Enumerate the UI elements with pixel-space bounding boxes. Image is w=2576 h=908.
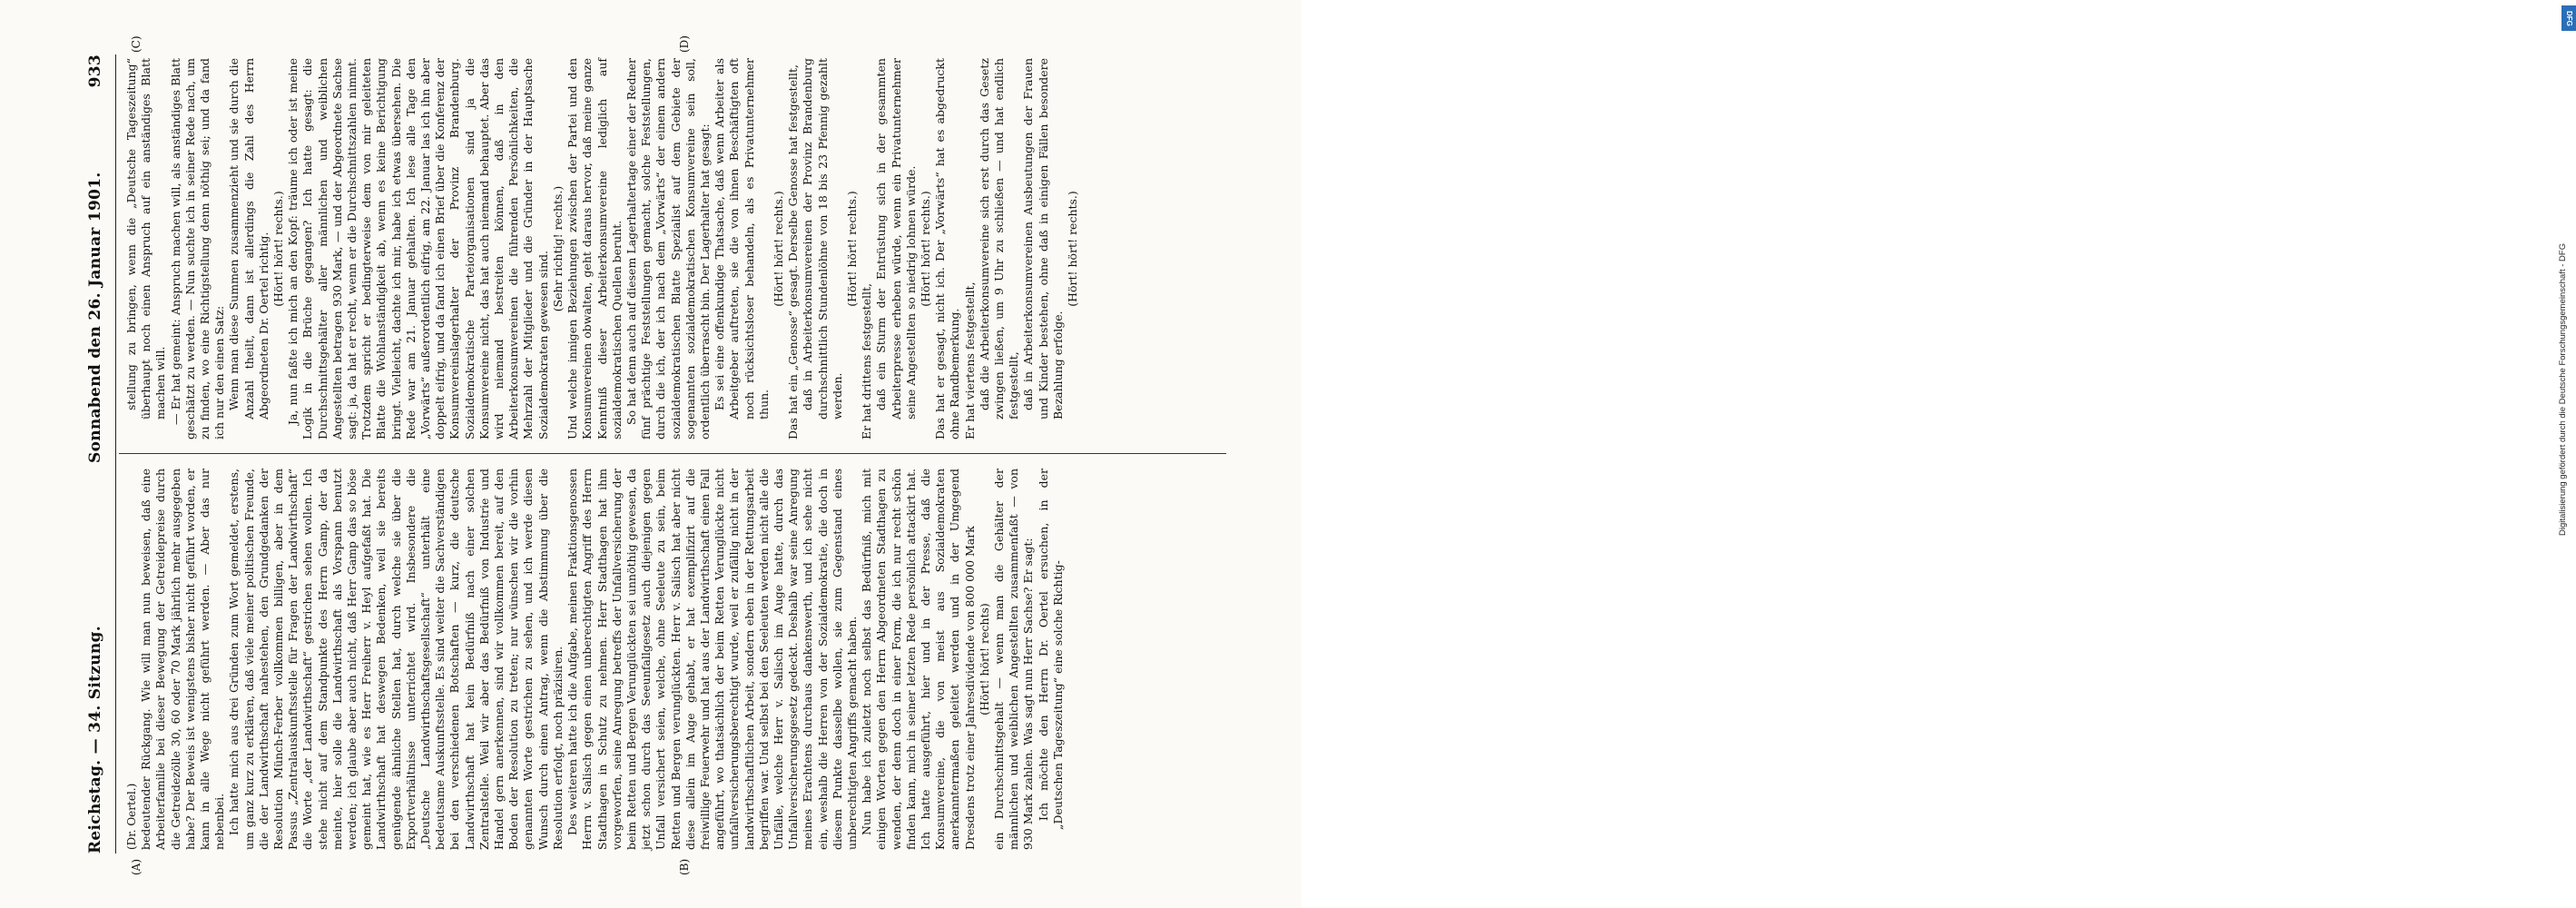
quote: daß in Arbeiterkonsumvereinen Ausbeutungen der Frauen und Kinder bestehen, ohne daß in einigen Fällen besondere Bezahlung erfolge. xyxy=(1021,58,1065,419)
header-rule xyxy=(115,54,116,854)
interjection: (Sehr richtig! rechts.) xyxy=(550,185,565,312)
digitization-credit: Digitalisierung gefördert durch die Deutsche Forschungsgemeinschaft - DFG xyxy=(2558,242,2568,536)
header-date: Sonnabend den 26. Januar 1901. xyxy=(86,172,104,463)
paragraph: Nun habe ich zuletzt noch selbst das Bedürfniß, mich mit einigen Worten gegen den Herrn Abgeordneten Stadthagen zu wenden, der denn doch in einer Form, die ich nur recht schön finden kann, mich in seiner letzten Rede persönlich attackirt hat. Ich hatte ausgeführt, hier und in der Presse, daß die Konsumvereine, die von meist aus Sozialdemokraten anerkanntermaßen geleitet werden und in der Umgegend Dresdens trotz einer Jahresdividende von 800 000 Mark xyxy=(860,469,977,850)
paragraph: Ja, nun faßte ich mich an den Kopf: träume ich oder ist meine Logik in die Brüche gegangen? Ich hatte gesagt: die Durchschnittsgehälter aller männlichen und weiblichen Angestellten betragen 930 Mark, — und der Abgeordnete Sachse sagt: ja, da hat er recht, wenn er die Durchschnittszahlen nimmt. Trotzdem spricht er bedingterweise dem von mir geleiteten Blatte die Wohlanständigkeit ab, wenn es keine Berichtigung bringt. Vielleicht, dachte ich mir, habe ich etwas übersehen. Die Rede war am 21. Januar gehalten. Ich lese alle Tage den „Vorwärts“ außerordentlich eifrig, am 22. Januar las ich ihn aber doppelt eifrig, und da fand ich einen Brief über die Konferenz der Konsumvereinslagerhalter der Provinz Brandenburg. Sozialdemokratische Parteiorganisationen sind ja die Konsumvereine nicht, das hat auch niemand behauptet. Aber das wird niemand bestreiten können, daß in den Arbeiterkonsumvereinen die führenden Persönlichkeiten, die Mehrzahl der Mitglieder und die Gründer in der Hauptsache Sozialdemokraten gewesen sind. xyxy=(286,58,550,439)
paragraph: Er hat viertens festgestellt, xyxy=(962,281,977,439)
interjection: (Hört! hört! rechts.) xyxy=(271,191,286,307)
quote: stellung zu bringen, wenn die „Deutsche Tageszeitung“ überhaupt noch einen Anspruch auf ein anständiges Blatt machen will. xyxy=(124,58,168,419)
margin-marker-a: (A) xyxy=(130,858,143,875)
quote: Wenn man diese Summen zusammenzieht und sie durch die Anzahl theilt, dann ist allerdings die Zahl des Herrn Abgeordneten Dr. Oertel richtig. xyxy=(227,58,270,419)
paragraph: Das hat er gesagt, nicht ich. Der „Vorwärts“ hat es abgedruckt ohne Randbemerkung. xyxy=(933,58,962,439)
speaker-label: (Dr. Oertel.) xyxy=(125,783,138,850)
rotated-newspaper-page xyxy=(43,27,1259,881)
quote: Es sei eine offenkundige Thatsache, daß wenn Arbeiter als Arbeitgeber auftreten, sie die von ihnen Beschäftigten oft noch rücksichtsloser behandeln, als es Privatunternehmer thun. xyxy=(713,58,771,419)
interjection: (Hört! hört! rechts.) xyxy=(918,191,932,307)
paragraph: Des weiteren hatte ich die Aufgabe, meinen Fraktionsgenossen Herrn v. Salisch gegen einen unberechtigten Angriff des Herrn Stadthagen in Schutz zu nehmen. Herr Stadthagen hat ihm vorgeworfen, seine Anregung betreffs der Unfallversicherung der beim Retten und Bergen Verunglückten sei unnöthig gewesen, da jetzt schon durch das Seeunfallgesetz auch diejenigen gegen Unfall versichert seien, welche, ohne Seeleute zu sein, beim Retten und Bergen verunglückten. Herr v. Salisch hat aber nicht diese allein im Auge gehabt, er hat exemplifizirt auf die freiwillige Feuerwehr und hat aus der Landwirthschaft einen Fall angeführt, wo thatsächlich der beim Retten Verunglückte nicht unfallversicherungsberechtigt wurde, weil er zufällig nicht in der landwirthschaftlichen Arbeit, sondern eben in der Rettungsarbeit begriffen war. Und selbst bei den Seeleuten werden nicht alle die Unfälle, welche Herr v. Salisch im Auge hatte, durch das Unfallversicherungsgesetz gedeckt. Deshalb war seine Anregung meines Erachtens durchaus dankenswerth, und ich sehe nicht ein, weshalb die Herren von der Sozialdemokratie, die doch in diesem Punkte dasselbe wollen, sie zum Gegenstand eines unberechtigten Angriffs gemacht haben. xyxy=(565,469,859,850)
margin-marker-b: (B) xyxy=(678,858,691,875)
paragraph: So hat denn auch auf diesem Lagerhaltertage einer der Redner fünf prächtige Feststellungen gemacht, solche Feststellungen, durch die ich, der ich nach dem „Vorwärts“ der einem andern sozialdemokratischen Blatte Spezialist auf dem Gebiete der sogenannten sozialdemokratischen Konsumvereine sein soll, ordentlich überrascht bin. Der Lagerhalter hat gesagt: xyxy=(624,58,712,439)
paragraph: bedeutender Rückgang. Wie will man nun beweisen, daß eine Arbeiterfamilie bei dieser Bewegung der Getreidepreise durch die Getreidezölle 30, 60 oder 70 Mark jährlich mehr ausgegeben habe? Der Beweis ist wenigstens bisher nicht geführt worden, er kann in alle Wege nicht geführt werden. — Aber das nur nebenbei. xyxy=(139,469,227,850)
left-column xyxy=(124,469,1232,850)
interjection: (Hört! hört! rechts.) xyxy=(844,191,859,307)
page-header xyxy=(86,54,112,854)
paragraph: Und welche innigen Beziehungen zwischen der Partei und den Konsumvereinen obwalten, geht daraus hervor, daß meine ganze Kenntniß dieser Arbeiterkonsumvereine lediglich auf sozialdemokratischen Quellen beruht. xyxy=(565,58,624,439)
quote: Ich möchte den Herrn Dr. Oertel ersuchen, in der „Deutschen Tageszeitung“ eine solche Richtig- xyxy=(1036,469,1065,830)
quote: daß die Arbeiterkonsumvereine sich erst durch das Gesetz zwingen ließen, um 9 Uhr zu schließen — und hat endlich festgestellt, xyxy=(977,58,1021,419)
paragraph: — Er hat gemeint: Anspruch machen will, als anständiges Blatt geschätzt zu werden. — Nun suchte ich in seiner Rede nach, um zu finden, wo eine Richtigstellung denn nöthig sei; und da fand ich nur den einen Satz: xyxy=(168,58,227,439)
paragraph: Das hat ein „Genosse“ gesagt. Derselbe Genosse hat festgestellt, xyxy=(786,64,801,439)
paragraph: Er hat drittens festgestellt, xyxy=(860,282,874,439)
column-divider xyxy=(119,453,1226,454)
interjection: (Hört! hört! rechts.) xyxy=(1066,191,1079,307)
interjection: (Hört! hört! rechts) xyxy=(977,603,991,716)
dfg-logo: DFG xyxy=(2561,5,2576,31)
digitization-credit-strip xyxy=(1278,0,2573,908)
page-number: 933 xyxy=(86,54,104,88)
paragraph: ein Durchschnittsgehalt — wenn man die Gehälter der männlichen und weiblichen Angestellten zusammenfaßt — von 930 Mark zahlen. Was sagt nun Herr Sachse? Er sagt: xyxy=(991,469,1036,850)
right-column xyxy=(124,58,1232,439)
paragraph: Ich hatte mich aus drei Gründen zum Wort gemeldet, erstens, um ganz kurz zu erklären, daß viele meiner politischen Freunde, die der Landwirthschaft nahestehen, den Grundgedanken der Resolution Münch-Ferber vollkommen billigen, aber in dem Passus „Zentralauskunftsstelle für Fragen der Landwirthschaft“ die Worte „der Landwirthschaft“ gestrichen sehen wollen. Ich stehe nicht auf dem Standpunkte des Herrn Gamp, der da meinte, hier solle die Landwirthschaft als Vorspann benutzt werden; ich glaube aber auch nicht, daß Herr Gamp das so böse gemeint hat, wie es Herr Freiherr v. Heyl aufgefaßt hat. Die Landwirthschaft hat deswegen Bedenken, weil sie bereits genügende ähnliche Stellen hat, durch welche sie über die Exportverhältnisse unterrichtet wird. Insbesondere die „Deutsche Landwirthschaftsgesellschaft“ unterhält eine bedeutsame Auskunftsstelle. Es sind weiter die Sachverständigen bei den verschiedenen Botschaften — kurz, die deutsche Landwirthschaft hat kein Bedürfniß nach einer solchen Zentralstelle. Weil wir aber das Bedürfniß von Industrie und Handel gern anerkennen, sind wir vollkommen bereit, auf den Boden der Resolution zu treten; nur wünschen wir die vorhin genannten Worte gestrichen zu sehen, und ich werde diesen Wunsch durch einen Antrag, wenn die Abstimmung über die Resolution erfolgt, noch präzisiren. xyxy=(227,469,565,850)
quote: daß ein Sturm der Entrüstung sich in der gesammten Arbeiterpresse erheben würde, wenn ein Privatunternehmer seine Angestellten so niedrig lohnen würde. xyxy=(874,58,918,419)
margin-marker-c: (C) xyxy=(130,35,143,53)
interjection: (Hört! hört! rechts.) xyxy=(771,191,785,307)
header-title: Reichstag. — 34. Sitzung. xyxy=(86,626,104,854)
quote: daß in Arbeiterkonsumvereinen der Provinz Brandenburg durchschnittlich Stundenlöhne von 18 bis 23 Pfennig gezahlt werden. xyxy=(801,58,844,419)
margin-marker-d: (D) xyxy=(678,35,691,53)
